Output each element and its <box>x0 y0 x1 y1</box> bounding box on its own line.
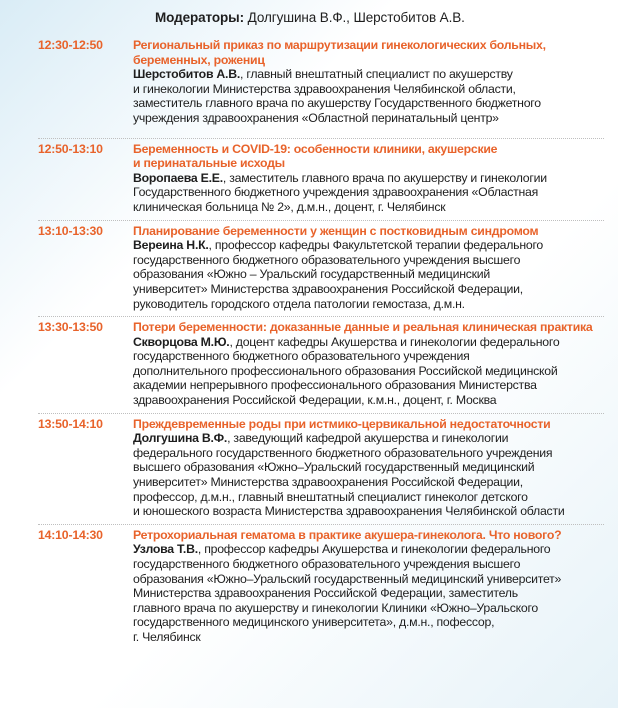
session-row <box>0 142 618 215</box>
speaker-details: , профессор кафедры Акушерства и гинекологии федерального государственного бюджетного образовательного учреждения высшего образования «Южно–Уральский государственный медицинский университет» Министерства здравоохранения Российской Федерации, заместитель главного врача по акушерству и гинекологии Клиники «Южно–Уральского государственного медицинского университета», д.м.н., пофессор, г. Челябинск <box>133 542 562 644</box>
session-speaker-info <box>133 171 598 215</box>
speaker-details: , доцент кафедры Акушерства и гинекологии федерального государственного бюджетного образовательного учреждения дополнительного профессионального образования Российской медицинской академии непрерывного профессионального образования Министерства здравоохранения Российской Федерации, к.м.н., доцент, г. Москва <box>133 334 560 408</box>
session-speaker-info <box>133 431 598 519</box>
session-time: 13:50-14:10 <box>38 416 103 431</box>
session-title: Потери беременности: доказанные данные и реальная клиническая практика <box>133 320 593 335</box>
speaker-name: Узлова Т.В. <box>133 542 198 557</box>
session-speaker-info <box>133 67 598 125</box>
speaker-details: , заведующий кафедрой акушерства и гинекологии федерального государственного бюджетного образовательного учреждения высшего образования «Южно–Уральский государственный медицинский университет» Министерства здравоохранения Российской Федерации, профессор, д.м.н., главный внештатный специалист гинеколог детского и юношеского возраста Министерства здравоохранения Челябинской области <box>133 431 565 519</box>
session-row <box>0 38 618 126</box>
session-time: 13:10-13:30 <box>38 223 103 238</box>
session-time: 13:30-13:50 <box>38 320 103 335</box>
speaker-name: Скворцова М.Ю. <box>133 334 230 349</box>
session-speaker-info <box>133 238 598 311</box>
moderators-line <box>155 10 465 25</box>
session-time: 12:50-13:10 <box>38 141 103 156</box>
session-title: Ретрохориальная гематома в практике акушера-гинеколога. Что нового? <box>133 527 562 542</box>
session-row <box>0 417 618 519</box>
session-speaker-info <box>133 542 598 644</box>
session-time: 14:10-14:30 <box>38 527 103 542</box>
session-time: 12:30-12:50 <box>38 38 103 52</box>
session-speaker-info <box>133 335 598 408</box>
moderators-label: Модераторы: <box>155 10 244 25</box>
session-row <box>0 224 618 312</box>
session-title: Планирование беременности у женщин с постковидным синдромом <box>133 223 539 238</box>
speaker-details: , заместитель главного врача по акушерству и гинекологии Государственного бюджетного учреждения здравоохранения «Областная клиническая больница № 2», д.м.н., доцент, г. Челябинск <box>133 170 547 214</box>
speaker-name: Вереина Н.К. <box>133 238 209 253</box>
speaker-name: Долгушина В.Ф. <box>133 431 228 446</box>
program-list <box>0 38 618 645</box>
moderators-names: Долгушина В.Ф., Шерстобитов А.В. <box>247 10 465 25</box>
session-title: Региональный приказ по маршрутизации гинекологических больных, беременных, рожениц <box>133 38 546 67</box>
speaker-details: , главный внештатный специалист по акушерству и гинекологии Министерства здравоохранения Челябинской области, заместитель главного врача по акушерству Государственного бюджетного учреждения здравоохранения «Областной перинатальный центр» <box>133 67 541 125</box>
speaker-details: , профессор кафедры Факультетской терапии федерального государственного бюджетного образовательного учреждения высшего образования «Южно – Уральский государственный медицинский университет» Министерства здравоохранения Российской Федерации, руководитель городского отдела патологии гемостаза, д.м.н. <box>133 238 544 311</box>
session-row <box>0 320 618 408</box>
session-title: Преждевременные роды при истмико-цервикальной недостаточности <box>133 416 551 431</box>
session-row <box>0 528 618 645</box>
session-title: Беременность и COVID-19: особенности клиники, акушерские и перинатальные исходы <box>133 141 498 171</box>
speaker-name: Воропаева Е.Е. <box>133 170 223 185</box>
speaker-name: Шерстобитов А.В. <box>133 67 241 82</box>
